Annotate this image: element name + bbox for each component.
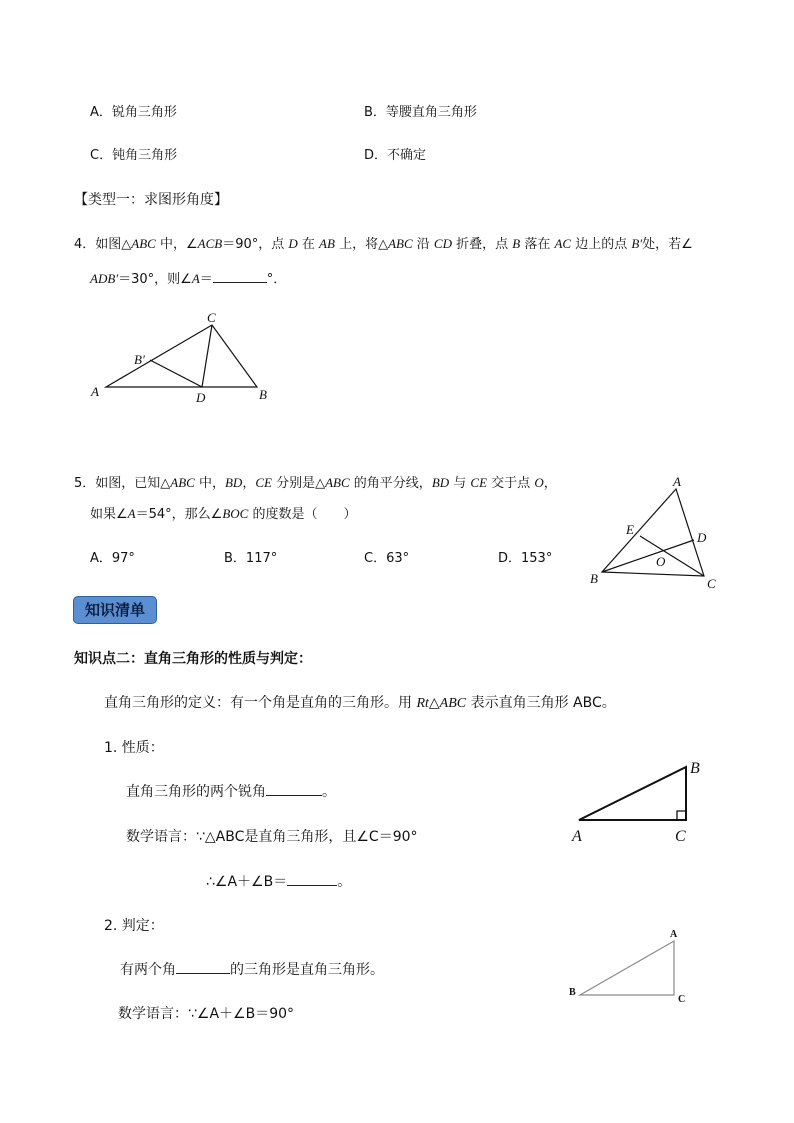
property-line3: ∴∠A＋∠B＝ 。 [206, 874, 352, 890]
type1-heading: 【类型一：求图形角度】 [74, 192, 228, 208]
q5-line2: 如果∠A＝54°，那么∠BOC 的度数是（ ） [90, 506, 357, 522]
q4-label-a: A [91, 384, 99, 399]
property-label-c: C [675, 828, 686, 845]
q5-label-d: D [697, 530, 707, 545]
judgement-label-b: B [569, 987, 576, 998]
q5-option-c: C．63° [364, 551, 410, 566]
property-line1: 直角三角形的两个锐角 。 [126, 784, 336, 800]
judgement-triangle [580, 941, 674, 995]
q3-option-d: D．不确定 [364, 148, 427, 163]
q4-line1: 4．如图△ABC 中，∠ACB＝90°，点 D 在 AB 上，将△ABC 沿 CD 折叠，点 B 落在 AC 边上的点 B′处，若∠ [74, 236, 693, 252]
q5-option-d: D．153° [498, 551, 553, 566]
q5-line1: 5．如图，已知△ABC 中，BD，CE 分别是△ABC 的角平分线，BD 与 CE 交于点 O， [74, 475, 557, 491]
q5-label-c: C [707, 576, 716, 591]
judgement-line2: 数学语言：∵∠A＋∠B＝90° [118, 1006, 295, 1022]
q5-label-b: B [590, 571, 598, 586]
property-label-a: A [572, 828, 582, 845]
q5-option-b: B．117° [224, 551, 278, 566]
property-line2: 数学语言：∵△ABC是直角三角形，且∠C＝90° [126, 829, 418, 845]
knowledge-list-badge: 知识清单 [73, 596, 157, 624]
q5-label-a: A [673, 474, 681, 489]
q3-option-a: A．锐角三角形 [90, 105, 177, 120]
kp2-heading: 知识点二：直角三角形的性质与判定： [74, 651, 312, 667]
q5-option-a: A．97° [90, 551, 135, 566]
q4-line2: ADB′＝30°，则∠A＝ °． [90, 271, 287, 287]
q5-label-e: E [626, 522, 634, 537]
judgement-label-c: C [678, 994, 686, 1005]
judgement-title: 2. 判定： [104, 918, 164, 934]
q4-label-bprime: B′ [134, 352, 145, 367]
q3-option-b: B．等腰直角三角形 [364, 105, 477, 120]
q3-option-c: C．钝角三角形 [90, 148, 178, 163]
right-triangle-definition: 直角三角形的定义：有一个角是直角的三角形。用 Rt△ABC 表示直角三角形 ABC。 [104, 695, 616, 711]
property-label-b: B [690, 760, 700, 777]
q5-label-o: O [656, 554, 666, 569]
judgement-label-a: A [670, 929, 678, 940]
property-title: 1. 性质： [104, 740, 164, 756]
q4-label-b: B [259, 387, 267, 402]
judgement-line1: 有两个角 的三角形是直角三角形。 [120, 962, 384, 978]
q4-label-c: C [207, 310, 216, 325]
q4-label-d: D [196, 390, 206, 405]
